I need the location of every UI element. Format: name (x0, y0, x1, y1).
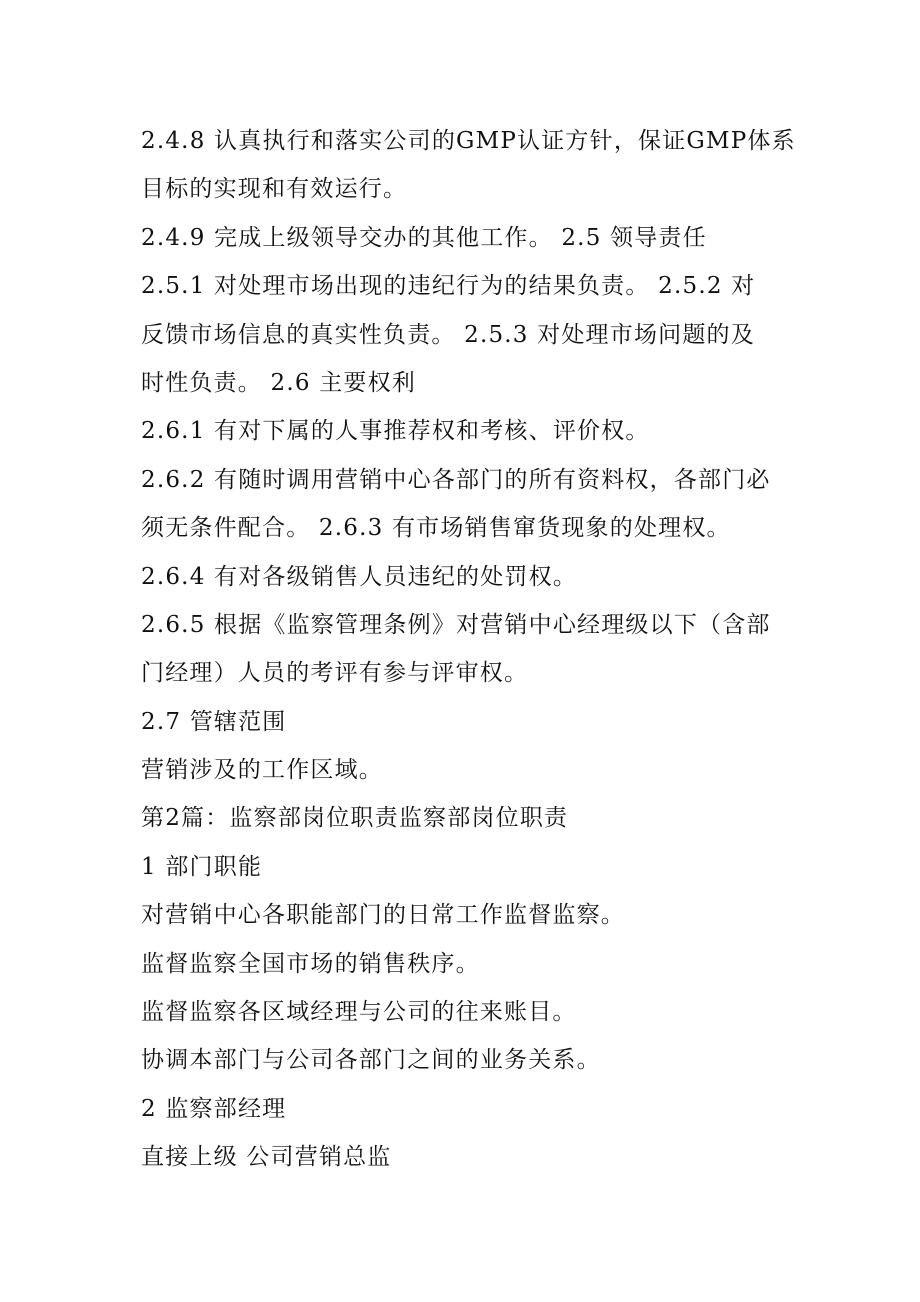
text-line: 反馈市场信息的真实性负责。 2.5.3 对处理市场问题的及 (141, 321, 755, 348)
text-line: 2.6.5 根据《监察管理条例》对营销中心经理级以下（含部 (141, 611, 771, 638)
text-line: 须无条件配合。 2.6.3 有市场销售窜货现象的处理权。 (141, 515, 731, 542)
document-body (141, 117, 796, 1182)
text-line: 监督监察全国市场的销售秩序。 (141, 950, 480, 977)
text-line: 监督监察各区域经理与公司的往来账目。 (141, 999, 577, 1026)
text-line: 2.6.1 有对下属的人事推荐权和考核、评价权。 (141, 418, 650, 445)
text-line: 协调本部门与公司各部门之间的业务关系。 (141, 1047, 601, 1074)
section-heading: 1 部门职能 (141, 853, 263, 880)
text-line: 时性负责。 2.6 主要权利 (141, 369, 416, 396)
text-line: 2.4.8 认真执行和落实公司的GMP认证方针，保证GMP体系 (141, 128, 796, 154)
section-heading: 2.7 管辖范围 (141, 708, 287, 735)
chapter-heading: 第2篇：监察部岗位职责监察部岗位职责 (141, 805, 569, 832)
section-heading: 2 监察部经理 (141, 1095, 287, 1122)
text-line: 对营销中心各职能部门的日常工作监督监察。 (141, 902, 625, 929)
text-line: 2.6.2 有随时调用营销中心各部门的所有资料权，各部门必 (141, 466, 771, 493)
text-line: 2.4.9 完成上级领导交办的其他工作。 2.5 领导责任 (141, 224, 707, 251)
text-line: 直接上级 公司营销总监 (141, 1144, 392, 1171)
text-line: 营销涉及的工作区域。 (141, 757, 383, 784)
text-line: 2.5.1 对处理市场出现的违纪行为的结果负责。 2.5.2 对 (141, 273, 756, 300)
text-line: 门经理）人员的考评有参与评审权。 (141, 660, 529, 687)
text-line: 目标的实现和有效运行。 (141, 176, 408, 203)
text-line: 2.6.4 有对各级销售人员违纪的处罚权。 (141, 563, 578, 590)
